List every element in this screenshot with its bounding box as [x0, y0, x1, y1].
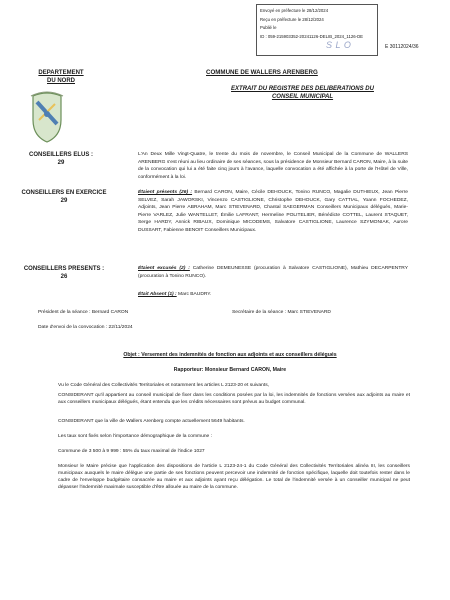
extract-title [220, 85, 385, 101]
session-president: Président de la séance : Bernard CARON [38, 310, 129, 315]
present-members-paragraph [138, 189, 408, 235]
elected-label-text: CONSEILLERS ELUS : [28, 152, 93, 158]
commune-coat-of-arms-logo [27, 90, 67, 146]
present-label-text: CONSEILLERS PRESENTS : [23, 266, 105, 272]
subject-text: Objet : Versement des indemnités de fonction aux adjoints et aux conseillers délégués [123, 352, 337, 358]
legal-basis-paragraph: Vu le Code Général des Collectivités Territoriales et notamment les articles L 2123-20 et suivants, [58, 383, 270, 388]
document-reference: E 30112024/36 [385, 44, 419, 50]
absent-members-paragraph [138, 291, 408, 299]
present-councillors-label [16, 265, 112, 281]
convocation-date: Date d'envoi de la convocation : 22/11/2024 [38, 325, 133, 330]
elected-councillors-label [18, 151, 104, 167]
elected-count: 29 [57, 160, 65, 166]
handwritten-mark: S L O [326, 40, 352, 50]
present-heading: Étaient présents (26) : [138, 190, 193, 195]
deliberation-subject [100, 352, 360, 358]
present-members-list: Bernard CARON, Maire, Cécile DEHOUCK, Tonino RUNCO, Magalie DUTHIEUX, Jean Pierre SELVEZ, Sarah JAWORSKI, Vincenzo CASTIGLIONE, Christophe DEHOUCK, Gary CATTIAL, Yoann FOCHEDEZ, Adjoints, Jean Pierre ABRAHAM, Marc STIEVENARD, Chantal SAEGERMAN Conseillers Municipaux délégués, Marie-Pierre VARLEZ, Julie WANTELLET, Émilie LAFRANT, Hermeline POLITELIER, Bénédicte COTTEL, Laurent STAQUET, Serge HARDY, Annick RIBAUX, Dominique MICODEMS, Salvatore CASTIGLIONE, Laurence SZYMONIAK, Aurore DUSSART, Fabienne BENOIT Conseillers Municipaux. [138, 190, 408, 233]
extract-title-line-1: EXTRAIT DU REGISTRE DES DELIBERATIONS DU [231, 86, 374, 92]
considering-allowances-paragraph: CONSIDERANT qu'il appartient au conseil municipal de fixer dans les conditions posées par la loi, les indemnités de fonctions versées aux adjoints au maire et aux conseillers municipaux délégués, étant entendu que les crédits nécessaires sont prévus au budget communal. [58, 393, 410, 405]
present-count: 26 [60, 274, 68, 280]
excused-members-list: Catherine DEMEUNESSE (procuration à Salvatore CASTIGLIONE), Mathieu DECARPENTRY (procuration à Tonino RUNCO). [138, 266, 409, 279]
department-line-2: DU NORD [47, 78, 75, 84]
excused-heading: Étaient excusés (2) : [138, 266, 190, 271]
rapporteur-line: Rapporteur: Monsieur Bernard CARON, Maire [173, 367, 287, 373]
stamp-id-line: ID : 059-215903352-20241126-DELIB_2024_1126-DE [260, 33, 364, 39]
population-paragraph: CONSIDERANT que la ville de Wallers Arenberg compte actuellement 5649 habitants. [58, 419, 245, 424]
rate-bracket-line: Commune de 3 500 à 9 999 : 55% du taux maximal de l'indice 1027 [58, 449, 205, 454]
transmission-stamp [256, 4, 378, 56]
mayor-statement-paragraph: Monsieur le Maire précise que l'application des dispositions de l'article L 2123-24-1 du Code Général des Collectivités Territoriales alinéa III, les conseillers municipaux auxquels le maire délègue une partie de ses fonctions peuvent percevoir une indemnité de fonction spécifique, laquelle doit toutefois rester dans le cadre de l'enveloppe budgétaire consacrée au maire et aux adjoints ayant reçu délégation. Le total de l'indemnité versée à un conseiller municipal ne peut dépasser l'indemnité maximale susceptible d'être allouée au maire de la commune. [58, 464, 410, 490]
stamp-published-line: Publié le [260, 25, 277, 31]
department-line-1: DEPARTEMENT [38, 70, 84, 76]
rates-intro-paragraph: Les taux sont fixés selon l'importance démographique de la commune : [58, 434, 212, 439]
stamp-received-line: Reçu en préfecture le 28/12/2024 [260, 16, 324, 22]
department-header [18, 69, 104, 85]
serving-label-text: CONSEILLERS EN EXERCICE [21, 190, 107, 196]
commune-title: COMMUNE DE WALLERS ARENBERG [206, 69, 318, 76]
absent-members-list: Marc BAUDRY. [178, 292, 212, 297]
absent-heading: Était Absent (1) : [138, 292, 177, 297]
excused-members-paragraph [138, 265, 408, 280]
stamp-sent-line: Envoyé en préfecture le 28/12/2024 [260, 8, 329, 13]
session-secretary: Secrétaire de la séance : Marc STIEVENARD [232, 310, 331, 315]
serving-councillors-label [14, 189, 114, 205]
serving-count: 29 [60, 198, 68, 204]
session-intro-paragraph: L'An Deux Mille Vingt-Quatre, le trente du mois de novembre, le Conseil Municipal de la Commune de WALLERS ARENBERG s'est réuni au lieu ordinaire de ses séances, sous la présidence de Monsieur Bernard CARON, Maire, à la suite de la convocation qui lui a été faite cinq jours à l'avance, laquelle convocation a été affichée à la porte de l'Hôtel de Ville, conformément à la loi. [138, 152, 408, 180]
extract-title-line-2: CONSEIL MUNICIPAL [271, 94, 334, 100]
